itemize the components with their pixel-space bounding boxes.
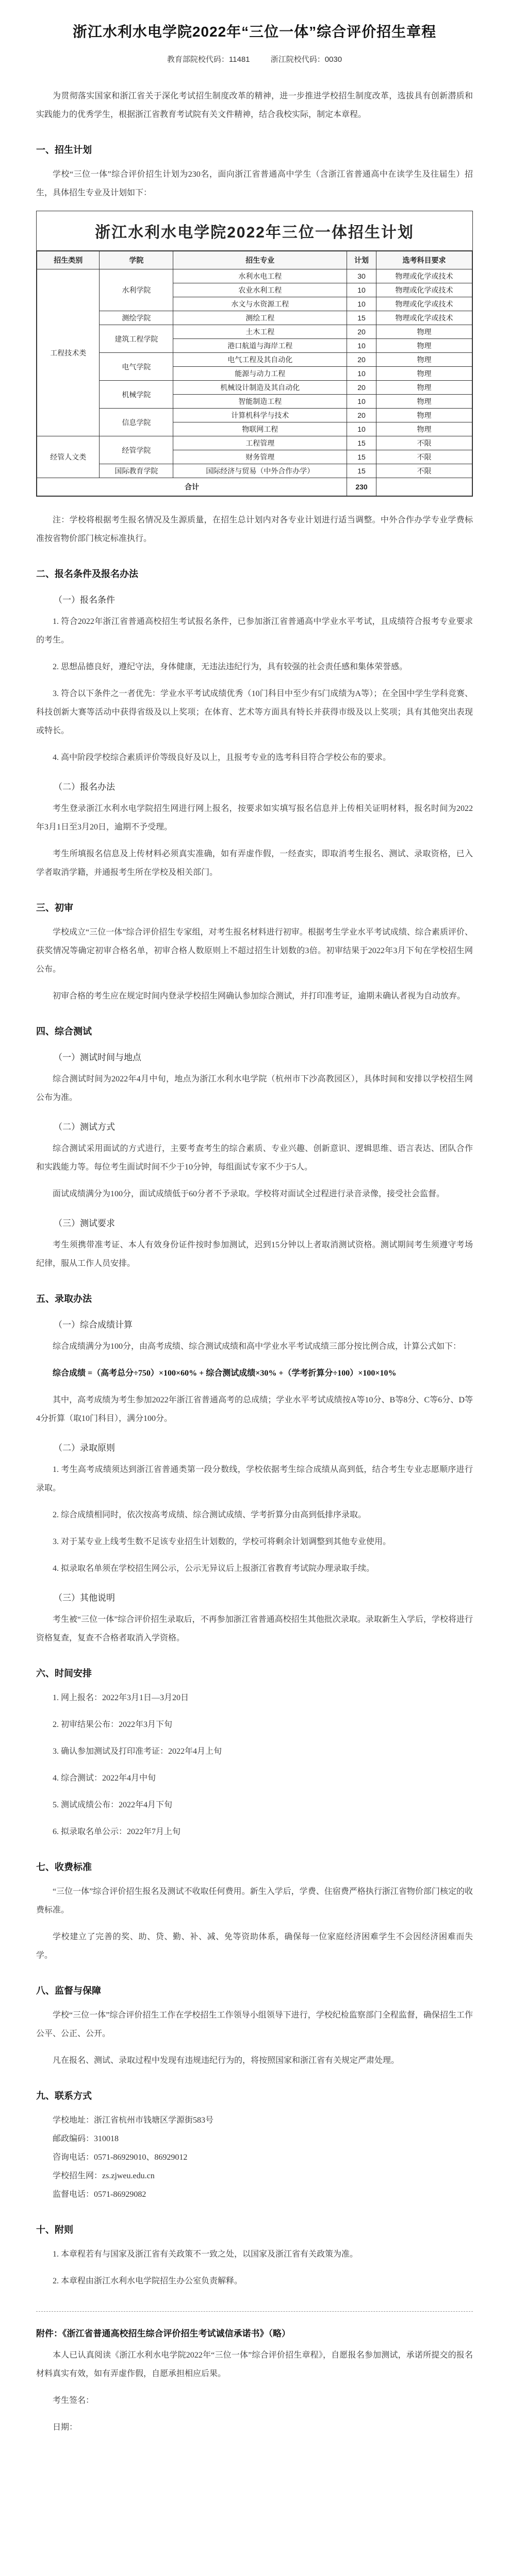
paragraph: “三位一体”综合评价招生报名及测试不收取任何费用。新生入学后，学费、住宿费严格执行浙江省物价部门核定的收费标准。 bbox=[36, 1887, 473, 1914]
cell-subjects: 物理 bbox=[376, 367, 472, 381]
paragraph: 综合测试采用面试的方式进行，主要考查考生的综合素质、专业兴趣、创新意识、逻辑思维、语言表达、团队合作和实践能力等。每位考生面试时间不少于10分钟，每组面试专家不少于5人。 bbox=[36, 1144, 473, 1172]
cell-college: 测绘学院 bbox=[100, 311, 173, 325]
subheading: （一）综合成绩计算 bbox=[54, 1320, 133, 1330]
cell-quota: 10 bbox=[347, 422, 376, 436]
cell-quota: 15 bbox=[347, 311, 376, 325]
header-category: 招生类别 bbox=[37, 251, 100, 269]
schedule-item: 5. 测试成绩公布：2022年4月下旬 bbox=[53, 1801, 173, 1809]
paragraph: 考生须携带准考证、本人有效身份证件按时参加测试，迟到15分钟以上者取消测试资格。测试期间考生须遵守考场纪律，服从工作人员安排。 bbox=[36, 1241, 473, 1268]
schedule-item: 4. 综合测试：2022年4月中旬 bbox=[53, 1774, 156, 1783]
cell-subjects: 物理 bbox=[376, 409, 472, 422]
plan-table-row bbox=[37, 269, 472, 283]
cell-major: 机械设计制造及其自动化 bbox=[173, 381, 347, 395]
paragraph: 考生登录浙江水利水电学院招生网进行网上报名，按要求如实填写报名信息并上传相关证明材料，报名时间为2022年3月1日至3月20日，逾期不予受理。 bbox=[36, 804, 473, 832]
paragraph: 3. 对于某专业上线考生数不足该专业招生计划数的，学校可将剩余计划调整到其他专业使用。 bbox=[53, 1537, 391, 1546]
plan-table-row bbox=[37, 436, 472, 450]
cell-category: 工程技术类 bbox=[37, 269, 100, 436]
paragraph: 综合成绩满分为100分，由高考成绩、综合测试成绩和高中学业水平考试成绩三部分按比例合成，计算公式如下： bbox=[53, 1342, 462, 1351]
cell-major: 农业水利工程 bbox=[173, 283, 347, 297]
cell-quota: 10 bbox=[347, 297, 376, 311]
plan-table-row bbox=[37, 381, 472, 395]
paragraph: 考生被“三位一体”综合评价招生录取后，不再参加浙江省普通高校招生其他批次录取。录取新生入学后，学校将进行资格复查，复查不合格者取消入学资格。 bbox=[36, 1615, 473, 1642]
province-code: 浙江院校代码：0030 bbox=[270, 55, 342, 64]
schedule-item: 1. 网上报名：2022年3月1日—3月20日 bbox=[53, 1693, 189, 1702]
score-formula: 综合成绩 =（高考总分÷750）×100×60% + 综合测试成绩×30% +（学考折算分÷100）×100×10% bbox=[53, 1369, 397, 1378]
cell-subjects: 物理或化学或技术 bbox=[376, 269, 472, 283]
plan-note: 注：学校将根据考生报名情况及生源质量，在招生总计划内对各专业计划进行适当调整。中外合作办学专业学费标准按省物价部门核定标准执行。 bbox=[36, 516, 473, 543]
section-heading-admission: 五、录取办法 bbox=[36, 1294, 92, 1304]
cell-college: 电气学院 bbox=[100, 353, 173, 381]
cell-subjects: 物理 bbox=[376, 395, 472, 409]
cell-subjects: 物理 bbox=[376, 325, 472, 339]
plan-table-title: 浙江水利水电学院2022年三位一体招生计划 bbox=[37, 211, 472, 251]
plan-table-row bbox=[37, 353, 472, 367]
attachment-paragraph: 本人已认真阅读《浙江水利水电学院2022年“三位一体”综合评价招生章程》，自愿报名参加测试，承诺所提交的报名材料真实有效，如有弄虚作假，自愿承担相应后果。 bbox=[36, 2351, 473, 2378]
subheading: （三）测试要求 bbox=[54, 1218, 115, 1228]
cell-major: 电气工程及其自动化 bbox=[173, 353, 347, 367]
cell-subjects: 不限 bbox=[376, 436, 472, 450]
cell-subjects: 物理 bbox=[376, 339, 472, 353]
paragraph: 1. 本章程若有与国家及浙江省有关政策不一致之处，以国家及浙江省有关政策为准。 bbox=[53, 2250, 358, 2259]
cell-quota: 30 bbox=[347, 269, 376, 283]
section-heading-fees: 七、收费标准 bbox=[36, 1862, 92, 1872]
section-heading-test: 四、综合测试 bbox=[36, 1026, 92, 1037]
plan-table-row bbox=[37, 409, 472, 422]
schedule-item: 3. 确认参加测试及打印准考证：2022年4月上旬 bbox=[53, 1747, 222, 1756]
section-heading-schedule: 六、时间安排 bbox=[36, 1668, 92, 1679]
cell-major: 计算机科学与技术 bbox=[173, 409, 347, 422]
plan-paragraph: 学校“三位一体”综合评价招生计划为230名，面向浙江省普通高中学生（含浙江省普通高中在读学生及往届生）招生，具体招生专业及计划如下： bbox=[36, 170, 473, 197]
section-heading-review: 三、初审 bbox=[36, 903, 73, 913]
intro-paragraph: 为贯彻落实国家和浙江省关于深化考试招生制度改革的精神，进一步推进学校招生制度改革，选拔具有创新潜质和实践能力的优秀学生，根据浙江省教育考试院有关文件精神，结合我校实际，制定本章程。 bbox=[36, 92, 473, 119]
cell-quota: 20 bbox=[347, 325, 376, 339]
cell-major: 水利水电工程 bbox=[173, 269, 347, 283]
subheading-method: （二）报名办法 bbox=[54, 782, 115, 792]
cell-major: 物联网工程 bbox=[173, 422, 347, 436]
cell-subjects: 物理或化学或技术 bbox=[376, 297, 472, 311]
plan-table-box bbox=[36, 211, 473, 497]
school-codes bbox=[36, 54, 473, 64]
paragraph: 4. 高中阶段学校综合素质评价等级良好及以上，且报考专业的选考科目符合学校公布的要求。 bbox=[53, 753, 391, 762]
paragraph: 3. 符合以下条件之一者优先：学业水平考试成绩优秀（10门科目中至少有5门成绩为A等）；在全国中学生学科竞赛、科技创新大赛等活动中获得省级及以上奖项；在体育、艺术等方面具有特长并获得市级及以上奖项；具有其他突出表现或特长。 bbox=[36, 689, 473, 735]
header-quota: 计划 bbox=[347, 251, 376, 269]
subheading: （二）测试方式 bbox=[54, 1122, 115, 1132]
attachment-heading: 附件：《浙江省普通高校招生综合评价招生考试诚信承诺书》（略） bbox=[36, 2329, 290, 2338]
cell-subjects: 物理 bbox=[376, 353, 472, 367]
section-heading-contact: 九、联系方式 bbox=[36, 2091, 92, 2101]
cell-quota: 10 bbox=[347, 395, 376, 409]
attachment-signature: 考生签名： bbox=[53, 2396, 94, 2405]
cell-quota: 20 bbox=[347, 409, 376, 422]
cell-major: 港口航道与海岸工程 bbox=[173, 339, 347, 353]
contact-website: 学校招生网：zs.zjweu.edu.cn bbox=[53, 2172, 155, 2180]
paragraph: 学校建立了完善的奖、助、贷、勤、补、减、免等资助体系，确保每一位家庭经济困难学生不会因经济困难而失学。 bbox=[36, 1933, 473, 1960]
ministry-code: 教育部院校代码：11481 bbox=[167, 55, 250, 64]
contact-phone: 咨询电话：0571-86929010、86929012 bbox=[53, 2153, 188, 2162]
total-label: 合计 bbox=[37, 478, 347, 496]
cell-major: 国际经济与贸易（中外合作办学） bbox=[173, 464, 347, 478]
paragraph: 考生所填报名信息及上传材料必须真实准确，如有弄虚作假，一经查实，即取消考生报名、测试、录取资格，已入学者取消学籍，并通报考生所在学校及相关部门。 bbox=[36, 850, 473, 877]
cell-college: 建筑工程学院 bbox=[100, 325, 173, 353]
plan-table-body bbox=[37, 269, 472, 496]
cell-major: 财务管理 bbox=[173, 450, 347, 464]
cell-college: 水利学院 bbox=[100, 269, 173, 311]
paragraph: 2. 本章程由浙江水利水电学院招生办公室负责解释。 bbox=[53, 2277, 243, 2285]
schedule-item: 2. 初审结果公布：2022年3月下旬 bbox=[53, 1720, 173, 1729]
cell-subjects: 不限 bbox=[376, 450, 472, 464]
cell-college: 信息学院 bbox=[100, 409, 173, 436]
section-heading-plan: 一、招生计划 bbox=[36, 145, 92, 155]
header-college: 学院 bbox=[100, 251, 173, 269]
paragraph: 面试成绩满分为100分，面试成绩低于60分者不予录取。学校将对面试全过程进行录音录像，接受社会监督。 bbox=[53, 1190, 445, 1198]
paragraph: 学校“三位一体”综合评价招生工作在学校招生工作领导小组领导下进行，学校纪检监察部门全程监督，确保招生工作公平、公正、公开。 bbox=[36, 2011, 473, 2038]
cell-subjects: 物理 bbox=[376, 381, 472, 395]
section-heading-appendix: 十、附则 bbox=[36, 2225, 73, 2235]
subheading: （一）测试时间与地点 bbox=[54, 1053, 141, 1062]
cell-quota: 20 bbox=[347, 381, 376, 395]
cell-major: 土木工程 bbox=[173, 325, 347, 339]
plan-table-row bbox=[37, 325, 472, 339]
section-heading-eligibility: 二、报名条件及报名办法 bbox=[36, 569, 138, 579]
header-major: 招生专业 bbox=[173, 251, 347, 269]
cell-quota: 10 bbox=[347, 367, 376, 381]
cell-subjects: 物理或化学或技术 bbox=[376, 311, 472, 325]
paragraph: 初审合格的考生应在规定时间内登录学校招生网确认参加综合测试，并打印准考证，逾期未确认者视为自动放弃。 bbox=[53, 992, 466, 1001]
paragraph: 学校成立“三位一体”综合评价招生专家组，对考生报名材料进行初审。根据考生学业水平考试成绩、综合素质评价、获奖情况等确定初审合格名单，初审合格人数原则上不超过招生计划数的3倍。初审结果于2022年3月下旬在学校招生网公布。 bbox=[36, 928, 473, 974]
paragraph: 4. 拟录取名单须在学校招生网公示，公示无异议后上报浙江省教育考试院办理录取手续。 bbox=[53, 1564, 375, 1573]
cell-college: 国际教育学院 bbox=[100, 464, 173, 478]
contact-address: 学校地址：浙江省杭州市钱塘区学源街583号 bbox=[53, 2116, 214, 2125]
subheading-conditions: （一）报名条件 bbox=[54, 595, 115, 605]
cell-college: 机械学院 bbox=[100, 381, 173, 409]
cell-quota: 15 bbox=[347, 436, 376, 450]
plan-table-row bbox=[37, 464, 472, 478]
header-subjects: 选考科目要求 bbox=[376, 251, 472, 269]
divider bbox=[36, 2311, 473, 2312]
contact-postcode: 邮政编码：310018 bbox=[53, 2134, 119, 2143]
cell-subjects: 物理或化学或技术 bbox=[376, 283, 472, 297]
cell-major: 水文与水资源工程 bbox=[173, 297, 347, 311]
cell-quota: 15 bbox=[347, 450, 376, 464]
cell-major: 智能制造工程 bbox=[173, 395, 347, 409]
paragraph: 1. 符合2022年浙江省普通高校招生考试报名条件，已参加浙江省普通高中学业水平考试，且成绩符合报考专业要求的考生。 bbox=[36, 617, 473, 645]
cell-quota: 20 bbox=[347, 353, 376, 367]
plan-table-header-row bbox=[37, 251, 472, 269]
paragraph: 2. 综合成绩相同时，依次按高考成绩、综合测试成绩、学考折算分由高到低排序录取。 bbox=[53, 1511, 367, 1519]
paragraph: 其中，高考成绩为考生参加2022年浙江省普通高考的总成绩；学业水平考试成绩按A等10分、B等8分、C等6分、D等4分折算（取10门科目），满分100分。 bbox=[36, 1396, 473, 1423]
cell-subjects: 物理 bbox=[376, 422, 472, 436]
contact-supervision-phone: 监督电话：0571-86929082 bbox=[53, 2190, 146, 2199]
cell-major: 能源与动力工程 bbox=[173, 367, 347, 381]
cell-quota: 10 bbox=[347, 339, 376, 353]
plan-table-total-row bbox=[37, 478, 472, 496]
cell-category: 经管人文类 bbox=[37, 436, 100, 478]
paragraph: 1. 考生高考成绩须达到浙江省普通类第一段分数线，学校依据考生综合成绩从高到低，结合考生专业志愿顺序进行录取。 bbox=[36, 1465, 473, 1493]
total-blank bbox=[376, 478, 472, 496]
plan-table-row bbox=[37, 311, 472, 325]
section-heading-supervision: 八、监督与保障 bbox=[36, 1986, 101, 1996]
page-title: 浙江水利水电学院2022年“三位一体”综合评价招生章程 bbox=[72, 24, 437, 40]
attachment-date: 日期： bbox=[53, 2423, 78, 2432]
schedule-item: 6. 拟录取名单公示：2022年7月上旬 bbox=[53, 1827, 181, 1836]
cell-major: 测绘工程 bbox=[173, 311, 347, 325]
total-value: 230 bbox=[347, 478, 376, 496]
cell-quota: 15 bbox=[347, 464, 376, 478]
cell-quota: 10 bbox=[347, 283, 376, 297]
paragraph: 凡在报名、测试、录取过程中发现有违规违纪行为的，将按照国家和浙江省有关规定严肃处理。 bbox=[53, 2056, 400, 2065]
subheading: （三）其他说明 bbox=[54, 1593, 115, 1603]
cell-subjects: 不限 bbox=[376, 464, 472, 478]
cell-college: 经管学院 bbox=[100, 436, 173, 464]
paragraph: 综合测试时间为2022年4月中旬，地点为浙江水利水电学院（杭州市下沙高教园区），具体时间和安排以学校招生网公布为准。 bbox=[36, 1075, 473, 1102]
cell-major: 工程管理 bbox=[173, 436, 347, 450]
subheading: （二）录取原则 bbox=[54, 1443, 115, 1453]
plan-table bbox=[37, 251, 472, 496]
paragraph: 2. 思想品德良好，遵纪守法，身体健康，无违法违纪行为，具有较强的社会责任感和集体荣誉感。 bbox=[53, 663, 408, 671]
